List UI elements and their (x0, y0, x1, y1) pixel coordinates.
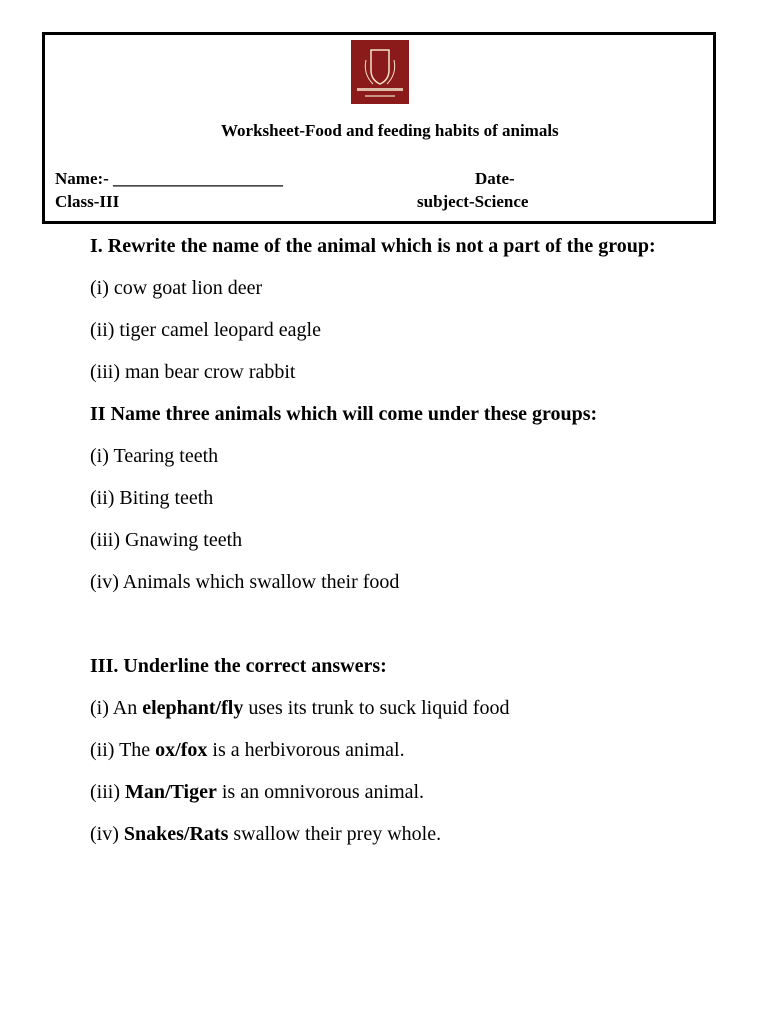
section-2-heading: II Name three animals which will come under these groups: (90, 403, 598, 425)
section-2-item: (i) Tearing teeth (90, 445, 219, 467)
name-field: Name:- ____________________ (55, 169, 284, 188)
section-3-item: (i) An elephant/fly uses its trunk to suck liquid food (90, 697, 510, 719)
section-1-heading: I. Rewrite the name of the animal which is not a part of the group: (90, 235, 656, 257)
section-1-item: (ii) tiger camel leopard eagle (90, 319, 321, 341)
section-2-item: (ii) Biting teeth (90, 487, 214, 509)
class-field: Class-III (55, 192, 120, 211)
school-logo (351, 40, 409, 104)
section-1-item: (i) cow goat lion deer (90, 277, 263, 299)
date-field: Date- (475, 169, 515, 188)
crest-icon (351, 40, 409, 104)
section-1-item: (iii) man bear crow rabbit (90, 361, 296, 383)
section-3-item: (iii) Man/Tiger is an omnivorous animal. (90, 781, 425, 803)
worksheet-header (42, 32, 716, 224)
worksheet-body (90, 232, 690, 848)
section-3-item: (ii) The ox/fox is a herbivorous animal. (90, 739, 405, 761)
section-3-item: (iv) Snakes/Rats swallow their prey whole. (90, 823, 442, 845)
section-2-item: (iii) Gnawing teeth (90, 529, 243, 551)
worksheet-title: Worksheet-Food and feeding habits of animals (221, 121, 559, 140)
subject-field: subject-Science (417, 192, 529, 211)
section-3-heading: III. Underline the correct answers: (90, 655, 387, 677)
section-2-item: (iv) Animals which swallow their food (90, 571, 400, 593)
